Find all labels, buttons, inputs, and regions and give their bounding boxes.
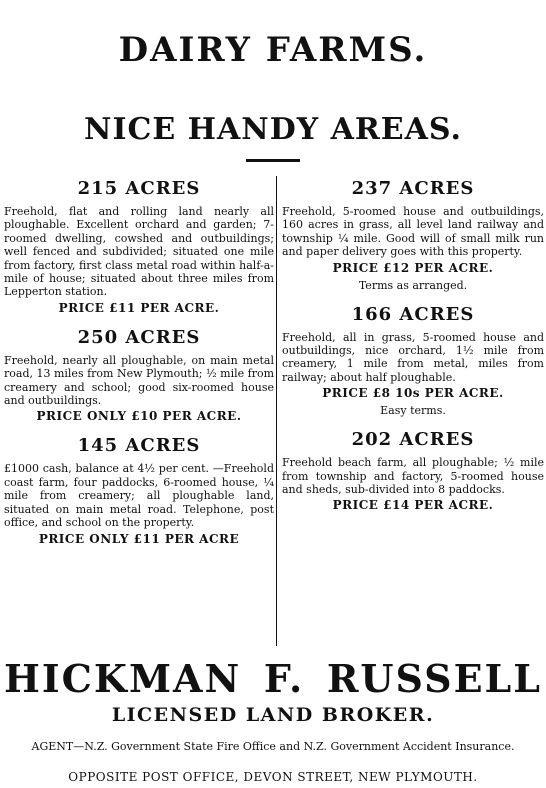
listing-description: Freehold beach farm, all ploughable; ½ mile from township and factory, 5-roomed house and sheds, sub-divided into 8 paddocks. bbox=[282, 456, 544, 497]
listing-price: PRICE £14 PER ACRE. bbox=[332, 498, 494, 513]
left-column bbox=[4, 178, 274, 552]
listing-237-acres bbox=[282, 178, 544, 292]
listing-terms: Easy terms. bbox=[380, 404, 446, 418]
listing-acres: 250 ACRES bbox=[77, 326, 201, 348]
listing-price: PRICE £11 PER ACRE. bbox=[58, 300, 220, 315]
listing-description: Freehold, all in grass, 5-roomed house and outbuildings, nice orchard, 1½ mile from creamery, 1 mile from metal, miles from railway; about half ploughable. bbox=[282, 330, 544, 384]
right-column bbox=[282, 178, 544, 518]
listing-price: PRICE £12 PER ACRE. bbox=[332, 260, 494, 275]
agent-line: AGENT—N.Z. Government State Fire Office and N.Z. Government Accident Insurance. bbox=[31, 740, 515, 753]
listing-description: Freehold, flat and rolling land nearly all ploughable. Excellent orchard and garden; 7-roomed dwelling, cowshed and outbuildings; well fenced and subdivided; situated one mile from factory, first class metal road within half-a-mile of house; situated about three miles from Lepperton station. bbox=[4, 205, 274, 299]
listing-145-acres bbox=[4, 435, 274, 545]
broker-title: LICENSED LAND BROKER. bbox=[111, 704, 435, 726]
ad-title: DAIRY FARMS. bbox=[118, 30, 428, 70]
address-line: OPPOSITE POST OFFICE, DEVON STREET, NEW PLYMOUTH. bbox=[68, 770, 478, 784]
listing-250-acres bbox=[4, 327, 274, 424]
broker-name-last: RUSSELL bbox=[326, 656, 542, 701]
broker-name bbox=[0, 656, 546, 701]
title-rule bbox=[246, 159, 300, 162]
listing-price: PRICE £8 10s PER ACRE. bbox=[322, 386, 504, 401]
listing-acres: 166 ACRES bbox=[351, 303, 475, 325]
broker-name-middle: F. bbox=[263, 656, 305, 701]
listing-description: £1000 cash, balance at 4½ per cent. —Freehold coast farm, four paddocks, 6-roomed house, ¼ mile from creamery; all ploughable land, situated on main metal road. Telephone, post office, and school on the property. bbox=[4, 462, 274, 530]
listing-acres: 202 ACRES bbox=[351, 429, 475, 451]
listing-166-acres bbox=[282, 304, 544, 418]
listing-description: Freehold, nearly all ploughable, on main metal road, 13 miles from New Plymouth; ½ mile from creamery and school; good six-roomed house and outbuildings. bbox=[4, 353, 275, 408]
column-divider bbox=[276, 176, 277, 646]
broker-name-first: HICKMAN bbox=[4, 656, 242, 701]
listing-acres: 215 ACRES bbox=[77, 178, 201, 199]
listing-215-acres bbox=[4, 178, 274, 315]
listing-acres: 237 ACRES bbox=[351, 178, 475, 199]
listing-price: PRICE ONLY £11 PER ACRE bbox=[38, 531, 240, 546]
ad-subtitle: NICE HANDY AREAS. bbox=[84, 112, 462, 147]
listing-price: PRICE ONLY £10 PER ACRE. bbox=[36, 409, 242, 424]
listing-terms: Terms as arranged. bbox=[358, 278, 468, 292]
listing-description: Freehold, 5-roomed house and outbuildings, 160 acres in grass, all level land railway and township ¼ mile. Good will of small milk run and paper delivery goes with this property. bbox=[282, 205, 544, 259]
listing-acres: 145 ACRES bbox=[77, 435, 201, 457]
listing-202-acres bbox=[282, 429, 544, 512]
